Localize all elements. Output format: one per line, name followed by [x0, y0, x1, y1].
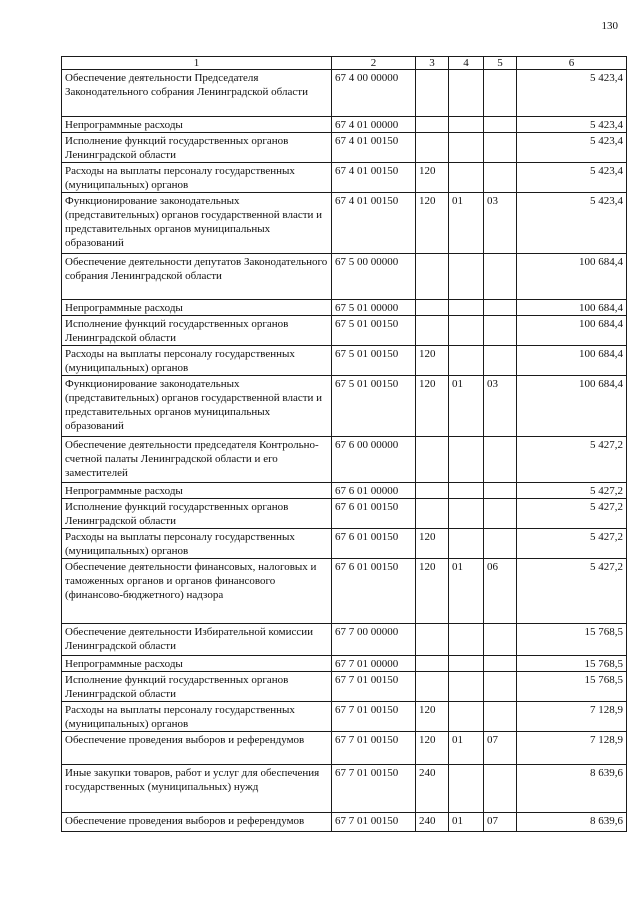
row-expense-type	[416, 70, 449, 117]
row-expense-type	[416, 483, 449, 499]
row-name: Обеспечение деятельности Председателя Законодательного собрания Ленинградской области	[62, 70, 332, 117]
row-code: 67 7 01 00150	[332, 702, 416, 732]
page-number: 130	[601, 20, 618, 32]
row-code: 67 7 01 00150	[332, 672, 416, 702]
row-amount: 100 684,4	[517, 316, 627, 346]
row-amount: 5 427,2	[517, 483, 627, 499]
row-section: 01	[449, 193, 484, 254]
row-code: 67 4 00 00000	[332, 70, 416, 117]
row-subsection	[484, 163, 517, 193]
row-name: Исполнение функций государственных органов Ленинградской области	[62, 499, 332, 529]
row-name: Исполнение функций государственных органов Ленинградской области	[62, 672, 332, 702]
header-col-2: 2	[332, 57, 416, 70]
row-expense-type: 120	[416, 702, 449, 732]
header-col-3: 3	[416, 57, 449, 70]
header-col-6: 6	[517, 57, 627, 70]
row-section	[449, 70, 484, 117]
row-code: 67 7 01 00150	[332, 765, 416, 813]
row-subsection	[484, 437, 517, 483]
row-code: 67 6 01 00150	[332, 529, 416, 559]
row-code: 67 4 01 00150	[332, 163, 416, 193]
row-section: 01	[449, 813, 484, 832]
table-row	[62, 193, 627, 254]
row-expense-type: 240	[416, 765, 449, 813]
row-amount: 100 684,4	[517, 300, 627, 316]
row-amount: 5 423,4	[517, 133, 627, 163]
row-code: 67 6 01 00150	[332, 499, 416, 529]
row-code: 67 7 01 00000	[332, 656, 416, 672]
row-expense-type: 120	[416, 163, 449, 193]
row-subsection: 07	[484, 732, 517, 765]
row-expense-type: 120	[416, 346, 449, 376]
row-amount: 15 768,5	[517, 656, 627, 672]
row-name: Непрограммные расходы	[62, 483, 332, 499]
row-subsection	[484, 254, 517, 300]
row-section: 01	[449, 376, 484, 437]
row-name: Непрограммные расходы	[62, 300, 332, 316]
row-name: Иные закупки товаров, работ и услуг для обеспечения государственных (муниципальных) нужд	[62, 765, 332, 813]
row-subsection: 03	[484, 376, 517, 437]
row-section	[449, 133, 484, 163]
table-row	[62, 300, 627, 316]
header-row	[62, 57, 627, 70]
row-section	[449, 672, 484, 702]
row-code: 67 5 01 00000	[332, 300, 416, 316]
row-subsection	[484, 656, 517, 672]
row-amount: 8 639,6	[517, 765, 627, 813]
row-section	[449, 117, 484, 133]
table-row	[62, 70, 627, 117]
row-amount: 5 427,2	[517, 499, 627, 529]
row-amount: 8 639,6	[517, 813, 627, 832]
row-expense-type	[416, 316, 449, 346]
row-amount: 100 684,4	[517, 376, 627, 437]
row-code: 67 7 00 00000	[332, 624, 416, 656]
row-amount: 100 684,4	[517, 346, 627, 376]
row-section	[449, 529, 484, 559]
row-expense-type	[416, 656, 449, 672]
row-amount: 5 427,2	[517, 437, 627, 483]
row-code: 67 7 01 00150	[332, 732, 416, 765]
row-subsection	[484, 499, 517, 529]
row-expense-type	[416, 437, 449, 483]
budget-table	[61, 56, 627, 832]
row-expense-type: 120	[416, 193, 449, 254]
row-section	[449, 656, 484, 672]
table-row	[62, 254, 627, 300]
row-subsection: 03	[484, 193, 517, 254]
row-name: Непрограммные расходы	[62, 656, 332, 672]
header-col-5: 5	[484, 57, 517, 70]
table-row	[62, 133, 627, 163]
row-name: Обеспечение деятельности Избирательной комиссии Ленинградской области	[62, 624, 332, 656]
row-amount: 100 684,4	[517, 254, 627, 300]
row-subsection: 06	[484, 559, 517, 624]
row-section	[449, 316, 484, 346]
header-col-1: 1	[62, 57, 332, 70]
row-section	[449, 702, 484, 732]
row-name: Обеспечение проведения выборов и референдумов	[62, 813, 332, 832]
row-subsection	[484, 300, 517, 316]
table-row	[62, 437, 627, 483]
row-amount: 7 128,9	[517, 732, 627, 765]
row-subsection: 07	[484, 813, 517, 832]
row-expense-type	[416, 133, 449, 163]
row-expense-type: 120	[416, 559, 449, 624]
row-amount: 7 128,9	[517, 702, 627, 732]
row-amount: 15 768,5	[517, 624, 627, 656]
row-expense-type	[416, 117, 449, 133]
table-row	[62, 732, 627, 765]
table-row	[62, 346, 627, 376]
row-subsection	[484, 346, 517, 376]
row-name: Обеспечение деятельности председателя Контрольно-счетной палаты Ленинградской области и его заместителей	[62, 437, 332, 483]
row-subsection	[484, 702, 517, 732]
row-code: 67 4 01 00150	[332, 193, 416, 254]
table-row	[62, 117, 627, 133]
row-subsection	[484, 483, 517, 499]
row-name: Расходы на выплаты персоналу государственных (муниципальных) органов	[62, 529, 332, 559]
row-name: Обеспечение деятельности депутатов Законодательного собрания Ленинградской области	[62, 254, 332, 300]
row-amount: 5 423,4	[517, 117, 627, 133]
row-code: 67 4 01 00000	[332, 117, 416, 133]
row-section	[449, 499, 484, 529]
row-subsection	[484, 133, 517, 163]
row-section	[449, 300, 484, 316]
table-row	[62, 624, 627, 656]
row-amount: 5 423,4	[517, 163, 627, 193]
row-section	[449, 765, 484, 813]
row-subsection	[484, 624, 517, 656]
table-row	[62, 376, 627, 437]
row-expense-type: 120	[416, 529, 449, 559]
table-row	[62, 499, 627, 529]
header-col-4: 4	[449, 57, 484, 70]
row-code: 67 6 01 00000	[332, 483, 416, 499]
row-amount: 15 768,5	[517, 672, 627, 702]
table-row	[62, 529, 627, 559]
row-code: 67 5 01 00150	[332, 346, 416, 376]
row-expense-type	[416, 672, 449, 702]
row-expense-type: 120	[416, 732, 449, 765]
row-expense-type: 120	[416, 376, 449, 437]
table-row	[62, 656, 627, 672]
row-code: 67 7 01 00150	[332, 813, 416, 832]
row-subsection	[484, 117, 517, 133]
row-code: 67 5 01 00150	[332, 376, 416, 437]
row-subsection	[484, 672, 517, 702]
table-row	[62, 559, 627, 624]
row-amount: 5 427,2	[517, 559, 627, 624]
row-amount: 5 427,2	[517, 529, 627, 559]
table-row	[62, 813, 627, 832]
row-section: 01	[449, 732, 484, 765]
table-row	[62, 672, 627, 702]
row-name: Обеспечение проведения выборов и референдумов	[62, 732, 332, 765]
row-expense-type: 240	[416, 813, 449, 832]
row-expense-type	[416, 254, 449, 300]
row-code: 67 6 00 00000	[332, 437, 416, 483]
row-amount: 5 423,4	[517, 193, 627, 254]
row-name: Расходы на выплаты персоналу государственных (муниципальных) органов	[62, 346, 332, 376]
row-code: 67 6 01 00150	[332, 559, 416, 624]
table-row	[62, 483, 627, 499]
row-section	[449, 483, 484, 499]
row-section	[449, 437, 484, 483]
row-name: Исполнение функций государственных органов Ленинградской области	[62, 316, 332, 346]
row-section	[449, 163, 484, 193]
row-code: 67 5 01 00150	[332, 316, 416, 346]
row-name: Функционирование законодательных (представительных) органов государственной власти и представительных органов муниципальных образований	[62, 376, 332, 437]
row-name: Расходы на выплаты персоналу государственных (муниципальных) органов	[62, 163, 332, 193]
row-section	[449, 346, 484, 376]
row-section	[449, 624, 484, 656]
row-subsection	[484, 529, 517, 559]
row-expense-type	[416, 624, 449, 656]
row-code: 67 5 00 00000	[332, 254, 416, 300]
table-row	[62, 765, 627, 813]
row-section: 01	[449, 559, 484, 624]
row-name: Исполнение функций государственных органов Ленинградской области	[62, 133, 332, 163]
row-expense-type	[416, 499, 449, 529]
row-name: Непрограммные расходы	[62, 117, 332, 133]
row-name: Расходы на выплаты персоналу государственных (муниципальных) органов	[62, 702, 332, 732]
row-expense-type	[416, 300, 449, 316]
table-row	[62, 702, 627, 732]
table-row	[62, 316, 627, 346]
row-section	[449, 254, 484, 300]
row-code: 67 4 01 00150	[332, 133, 416, 163]
row-amount: 5 423,4	[517, 70, 627, 117]
table-row	[62, 163, 627, 193]
row-name: Функционирование законодательных (представительных) органов государственной власти и представительных органов муниципальных образований	[62, 193, 332, 254]
row-subsection	[484, 765, 517, 813]
row-subsection	[484, 316, 517, 346]
row-name: Обеспечение деятельности финансовых, налоговых и таможенных органов и органов финансового (финансово-бюджетного) надзора	[62, 559, 332, 624]
table-body	[62, 70, 627, 832]
row-subsection	[484, 70, 517, 117]
